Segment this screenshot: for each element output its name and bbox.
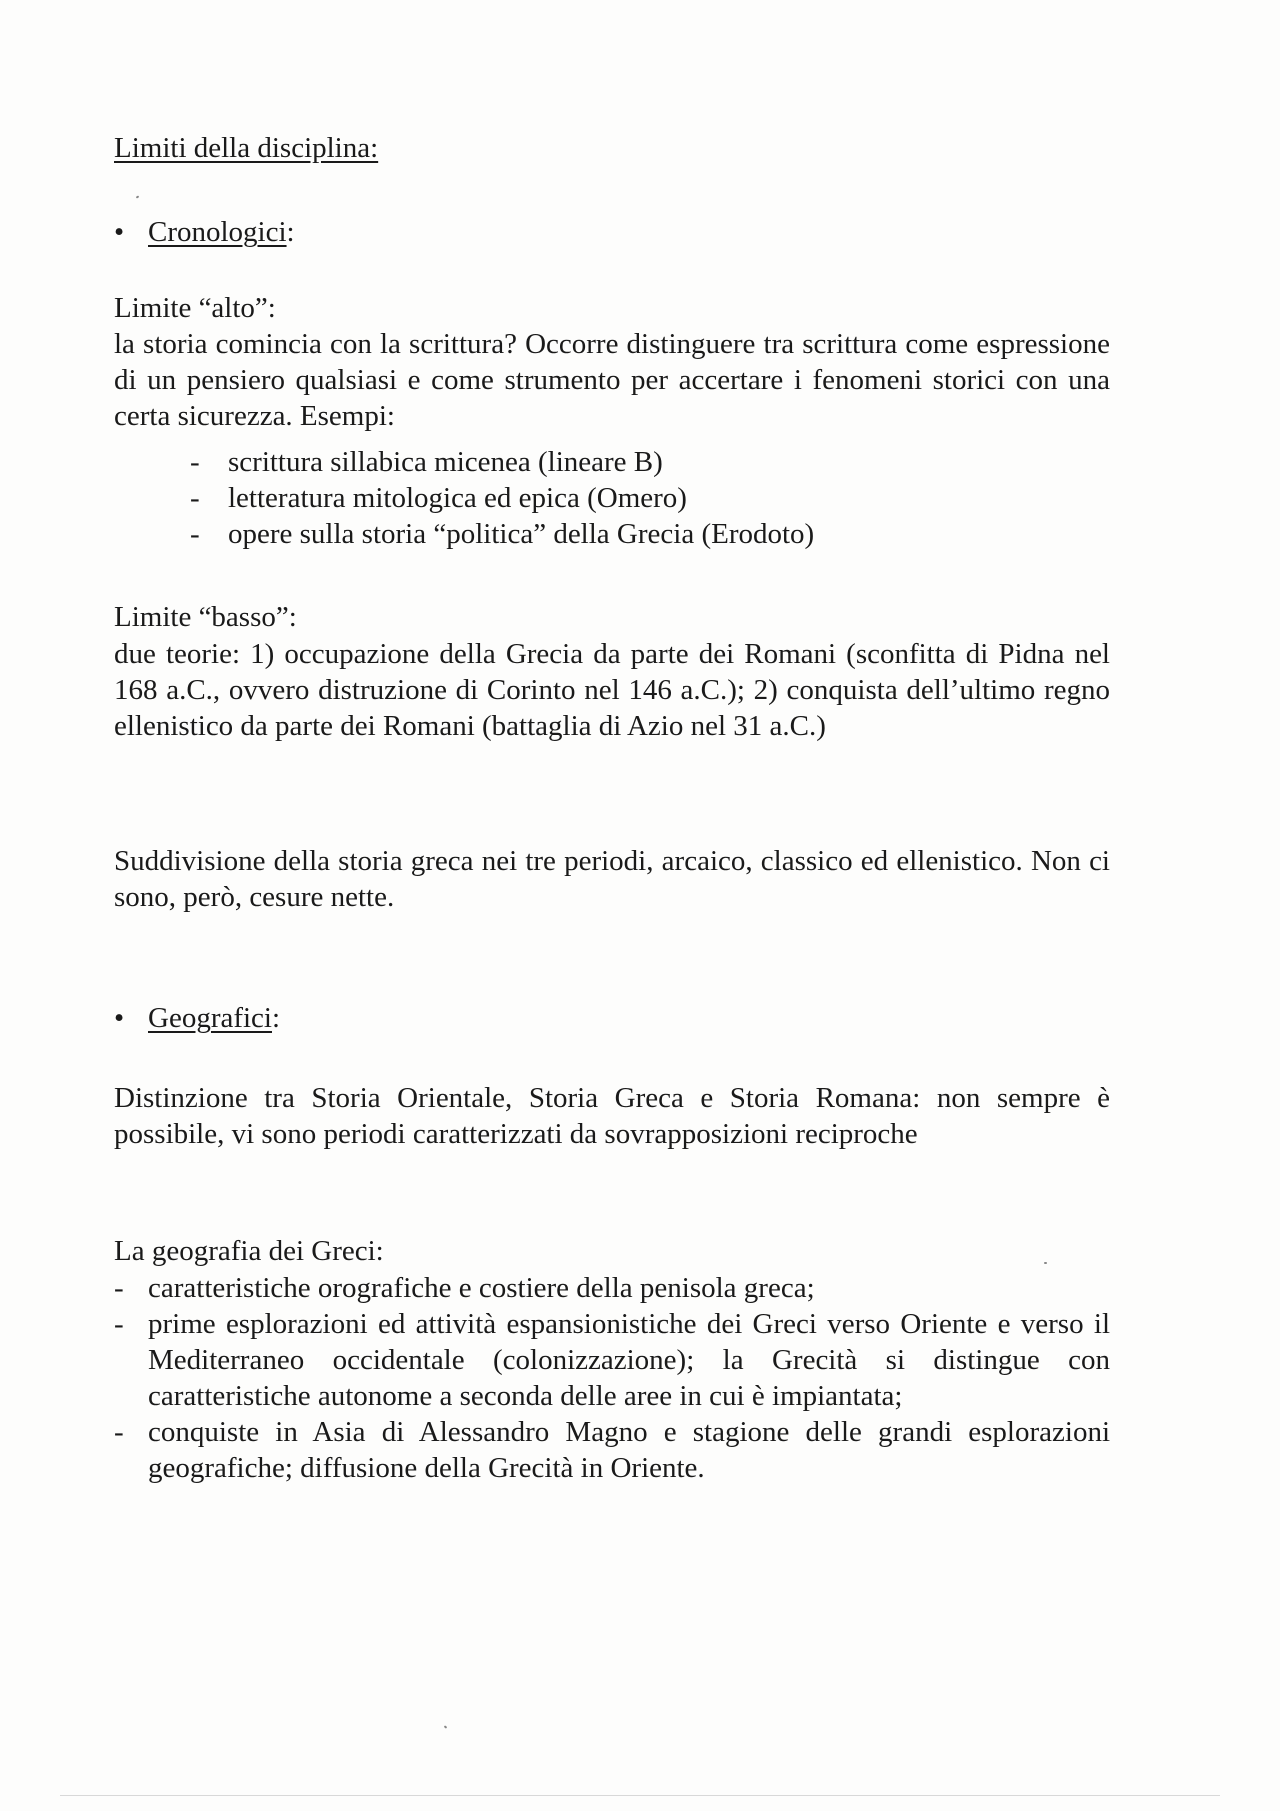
page-title: Limiti della disciplina: <box>114 132 379 164</box>
section-geografici-heading <box>114 1000 280 1036</box>
distinzione-text: Distinzione tra Storia Orientale, Storia Greca e Storia Romana: non sempre è possibile, vi sono periodi caratterizzati da sovrapposizioni reciproche <box>114 1082 1110 1150</box>
section-geografici-colon: : <box>272 1002 281 1034</box>
limite-alto-text: la storia comincia con la scrittura? Occorre distinguere tra scrittura come espressione di un pensiero qualsiasi e come strumento per accertare i fenomeni storici con una certa sicurezza. Esempi: <box>114 328 1110 432</box>
dash-marker: - <box>114 1272 124 1304</box>
suddivisione-text: Suddivisione della storia greca nei tre periodi, arcaico, classico ed ellenistico. Non ci sono, però, cesure nette. <box>114 845 1110 913</box>
dash-marker: - <box>190 446 200 478</box>
scan-speck <box>1044 1262 1047 1264</box>
section-geografici-title: Geografici <box>148 1002 272 1034</box>
example-text: scrittura sillabica micenea (lineare B) <box>228 446 663 478</box>
bullet-icon: • <box>114 216 125 248</box>
dash-marker: - <box>190 482 200 514</box>
list-item <box>114 1414 1110 1486</box>
dash-marker: - <box>114 1308 124 1340</box>
dash-marker: - <box>190 518 200 550</box>
list-item <box>114 444 1110 480</box>
section-cronologici-title: Cronologici <box>148 216 287 248</box>
limite-basso-text: due teorie: 1) occupazione della Grecia da parte dei Romani (sconfitta di Pidna nel 168 a.C., ovvero distruzione di Corinto nel 146 a.C.); 2) conquista dell’ultimo regno ellenistico da parte dei Romani (battaglia di Azio nel 31 a.C.) <box>114 638 1110 742</box>
limite-basso-label: Limite “basso”: <box>114 601 297 633</box>
example-text: opere sulla storia “politica” della Grecia (Erodoto) <box>228 518 815 550</box>
geografia-label: La geografia dei Greci: <box>114 1235 384 1267</box>
geografia-item-text: caratteristiche orografiche e costiere della penisola greca; <box>148 1272 815 1304</box>
geografia-list <box>114 1270 1110 1486</box>
dash-marker: - <box>114 1416 124 1448</box>
scan-speck <box>136 195 140 198</box>
section-cronologici-colon: : <box>286 216 295 248</box>
limite-alto-label: Limite “alto”: <box>114 292 276 324</box>
geografia-item-text: conquiste in Asia di Alessandro Magno e stagione delle grandi esplorazioni geografiche; diffusione della Grecità in Oriente. <box>148 1416 1110 1484</box>
list-item <box>114 516 1110 552</box>
list-item <box>114 1306 1110 1414</box>
list-item <box>114 480 1110 516</box>
list-item <box>114 1270 1110 1306</box>
examples-list <box>114 444 1110 552</box>
geografia-item-text: prime esplorazioni ed attività espansionistiche dei Greci verso Oriente e verso il Mediterraneo occidentale (colonizzazione); la Grecità si distingue con caratteristiche autonome a seconda delle aree in cui è impiantata; <box>148 1308 1110 1412</box>
section-cronologici-heading <box>114 214 295 250</box>
scan-speck <box>444 1725 448 1728</box>
scan-edge-line <box>60 1795 1220 1796</box>
example-text: letteratura mitologica ed epica (Omero) <box>228 482 687 514</box>
bullet-icon: • <box>114 1002 125 1034</box>
